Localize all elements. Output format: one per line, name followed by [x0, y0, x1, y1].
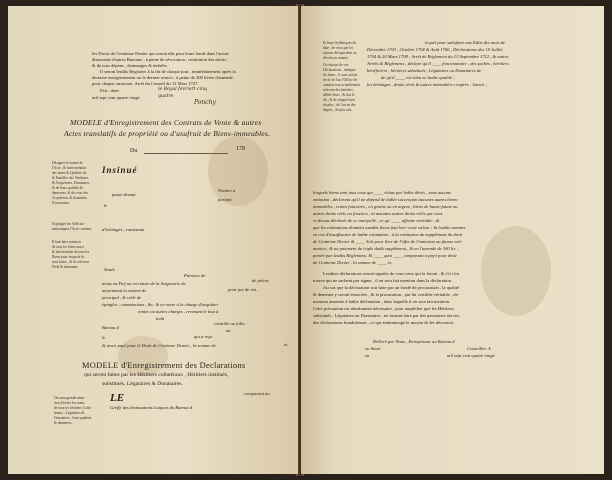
middle-line: que les estimations données auxdits biens font leur vraie valeur ; & lesdits sommer — [313, 225, 466, 230]
form-line: épingles , commissions , &c. & en outre à la charge d'acquitter — [102, 302, 219, 307]
middle-line: ci-dessus déclarés de ce interpellé , ce qu' ____ affirme véritable , & — [313, 218, 440, 223]
margin-note: demeures, & de ceux des — [52, 191, 89, 195]
margin-note: Biens pour lesquels ils — [52, 255, 85, 259]
margin-note: date , de ceux par les — [323, 46, 354, 50]
form-line: le — [104, 203, 108, 208]
form-line: ledit — [156, 316, 165, 321]
lower-line: Cette précaution est absolument nécessaire , pour empêcher que les Héritiers — [313, 306, 454, 311]
margin-note: Acquéreurs & domaines — [52, 196, 87, 200]
top-paragraph-line: & de tous dépens , dommages & intérêts. — [92, 63, 168, 68]
margin-note: & Familles des Vendeurs, — [52, 176, 89, 180]
margin-note: Déclarations , indiquer — [323, 68, 356, 72]
model2-form-comparant: comparant au — [244, 391, 270, 396]
handwritten-signature: Ponchy — [194, 99, 216, 106]
middle-line: immeubles , rentes foncieres , en grains ou en argent , biens de haute-futaie ou — [313, 204, 458, 209]
delivre-line: Délivré par Nous , Entreposeur au Bureau d — [373, 339, 455, 344]
sept-line: mil sept cent quatre-vingt- — [92, 95, 141, 100]
margin-note: & Acquéreurs, Donataires — [52, 181, 90, 185]
form-line: Notaire à — [218, 188, 236, 193]
margin-note: Désigner le nature de — [52, 161, 83, 165]
delivre-line: mil sept cent quatre-vingt- — [447, 353, 496, 358]
model2-title-line2: qui seront faites par les Héritiers collatéraux , Héritiers institués, — [84, 372, 229, 378]
margin-note: degrés , de plus aux. — [323, 108, 353, 112]
form-line: pour pot de vin , — [228, 287, 259, 292]
margin-note: de tous les biens aussi — [52, 245, 84, 249]
handwritten-date: le Royal fevriert cinq — [158, 87, 207, 92]
top-paragraph-line: pour chaque omission. Arrêt du Conseil du 12 Mars 1727. — [92, 81, 199, 86]
form-line: de pièces — [252, 278, 269, 283]
date-rule — [144, 153, 228, 154]
form-insinue: Insinué — [102, 165, 138, 175]
form-line: Paroisse de — [184, 273, 206, 278]
margin-note: Possesseurs. — [52, 201, 70, 205]
form-line: et. — [284, 342, 289, 347]
margin-note: Fiefs & domaines. — [52, 265, 79, 269]
margin-note: On aura grande atten- — [54, 396, 86, 400]
margin-note: nementques l'Acte contient. — [52, 227, 92, 231]
form-line: principal , & celle de — [102, 295, 142, 300]
top-paragraph-line: les Droits de Centieme Denier qui seront dûs pour leurs fonds dans l'arron- — [92, 51, 230, 56]
top-paragraph-line: derniere enregistrement ou le dernier renvoi , à peine de 300 livres d'amende — [92, 75, 233, 80]
lower-line: trouve qui ne sachent pas signer , il en sera fait mention dans la déclaration. — [313, 278, 453, 283]
form-line: moyennant la somme de — [102, 288, 147, 293]
lower-line: & demeure y seront énoncées , & la procuration , par lui certifiée véritable , de- — [313, 292, 460, 297]
margin-note: de tous les héritiers Colla- — [54, 406, 92, 410]
margin-note: dévolu au notaire. — [323, 56, 349, 60]
lower-line: substitués , Légataires ou Donataires , ne fassent faire par des personnes tierces, — [313, 313, 460, 318]
lower-line: des déclarations frauduleuses , ce qui endommage le moyen de les découvrir. — [313, 320, 455, 325]
margin-note: des noms & Qualités de — [52, 171, 87, 175]
form-line: Bureau d — [102, 325, 119, 330]
form-line: au — [226, 328, 231, 333]
form-line: tenus en Fief ou en roture de la Seigneurie de — [102, 281, 186, 286]
model2-title-line3: substitués, Légataires & Donataires. — [102, 381, 183, 387]
margin-note: Ou séjours de ces — [323, 63, 349, 67]
handwritten-year: quatre — [158, 94, 174, 99]
model2-title-line1: MODELE d'Enregistrement des Declarations — [82, 361, 246, 370]
top-paragraph-line: Il seront lesdits Registres à la fin de chaque jour , immédiatement après la — [100, 69, 236, 74]
top-line: lequel pour satisfaire aux Edits des mois de — [425, 40, 506, 45]
top-line: Arrêts & Réglemens , déclaré qu'il ____ fonctionnaire , des sachés , héritiers — [367, 61, 509, 66]
form-line: passé devant — [112, 192, 136, 197]
middle-line: mation , & au paiement du triple dudit supplément , & en l'amende de 300 liv. , — [313, 246, 459, 251]
top-line: de qu'il ____ est échu en ladite qualité , — [381, 75, 455, 80]
model2-form-greffe: Greffe des Insinuations Laïques du Bureau d — [110, 405, 193, 410]
margin-note: Il faut faire mention — [52, 240, 81, 244]
top-line: bénéficiers , héritiers substitués , Légataires ou Donataires de — [367, 68, 482, 73]
delivre-line: Conseiller. A — [467, 346, 491, 351]
middle-line: de Centieme Denier , la somme de ____ et. — [313, 260, 393, 265]
form-line: & avoir payé pour le Droit de Centieme Denier , la somme de — [102, 343, 216, 348]
top-line: 1704 & 20 Mars 1708 , Arrêt de Réglement du 13 Septembre 1712 , & autres — [367, 54, 509, 59]
middle-line: de Centieme Denier & ____ Sols pour livre de l'effet de l'omission ou fausse esti- — [313, 239, 463, 244]
paper-stain — [481, 226, 551, 316]
margin-note: tion d'écrire les noms — [54, 401, 85, 405]
margin-note: & fait mention de tous les — [52, 250, 90, 254]
margin-note: relevant des héritiers , — [323, 88, 355, 92]
form-line: d'héritages , consistant — [102, 227, 145, 232]
top-paragraph-line: dissement d'autres Bureaux , à peine de révocation , restitution des droits , — [92, 57, 229, 62]
lower-line: meurera annexée à ladite déclaration , dans laquelle il en sera fait mention. — [313, 299, 451, 304]
margin-note: l'Acte , & faire mention — [52, 166, 87, 170]
year-label: 178 — [236, 146, 245, 152]
top-line: les héritages , droits réels & autres immeubles ci-après : Savoir , — [367, 82, 487, 87]
middle-line: portée par lesdits Réglemens. Et ____ quoi ____ comparant a payé pour droit — [313, 253, 457, 258]
margin-note: Expliquer les Affectio- — [52, 222, 85, 226]
lower-line: Lesdites déclarations seront signées de vous ceux qui la feront , & s'il s'en — [323, 271, 459, 276]
delivre-line: en — [365, 353, 370, 358]
margin-note: & de leurs qualités & — [52, 186, 83, 190]
middle-line: autres droits réels ou fonciers , ni aucunes autres droits réels que ceux — [313, 211, 443, 216]
fait-line: Fait , dont — [100, 88, 119, 93]
form-line: qui a reçu — [194, 334, 213, 339]
margin-note: téraux , Légataires & — [54, 411, 85, 415]
margin-note: de de de l'un l'Office de — [323, 78, 358, 82]
margin-note: citation sont actuellement — [323, 83, 360, 87]
lower-line: Au cas que la déclaration soit faite par un fondé de procuration , la qualité — [323, 285, 460, 290]
margin-note: sont faites , & ils relevent — [52, 260, 89, 264]
margin-note: dit , & de chaque bien — [323, 98, 355, 102]
middle-line: en cas d'insuffisance de ladite estimation , à la restitution du supplément du droit — [313, 232, 463, 237]
left-page — [8, 6, 298, 474]
form-line: contrôlé au folio — [214, 321, 245, 326]
right-page — [301, 6, 604, 474]
model1-title-line2: Actes translatifs de propriété ou d'usufruit de Biens-immeubles. — [64, 129, 271, 138]
model2-form-le: LE — [110, 392, 125, 404]
margin-note: Et leurs Syllabiques de — [323, 41, 357, 45]
margin-note: du plus , de l'un en des — [323, 103, 356, 107]
middle-line: omission , déclarant qu'il ne dépend de ladite succession aucunes autres biens- — [313, 197, 459, 202]
du-label: Du — [130, 148, 138, 154]
form-line: portant — [218, 197, 232, 202]
top-line: Décembre 1703 , Octobre 1704 & Août 1706 , Déclarations des 19 Juillet — [367, 47, 503, 52]
model1-title-line1: MODELE d'Enregistrement des Contrats de Vente & autres — [70, 118, 262, 127]
margin-note: délibé leurs , & ilsa le — [323, 93, 355, 97]
form-line: le — [102, 335, 106, 340]
margin-note: les biens , le tout au bas — [323, 73, 358, 77]
margin-note: séjours de lapsedent ou — [323, 51, 357, 55]
delivre-line: ou Sieur — [365, 346, 381, 351]
margin-note: & demeures. — [54, 421, 73, 425]
form-line: rentes ou autres charges , revenant le tout à — [138, 309, 219, 314]
middle-line: lesquels biens sont tous ceux qui ____ échus par ledite décès , sans aucune — [313, 190, 452, 195]
form-line: Situés — [104, 267, 115, 272]
margin-note: Donataires , leurs qualités, — [54, 416, 93, 420]
